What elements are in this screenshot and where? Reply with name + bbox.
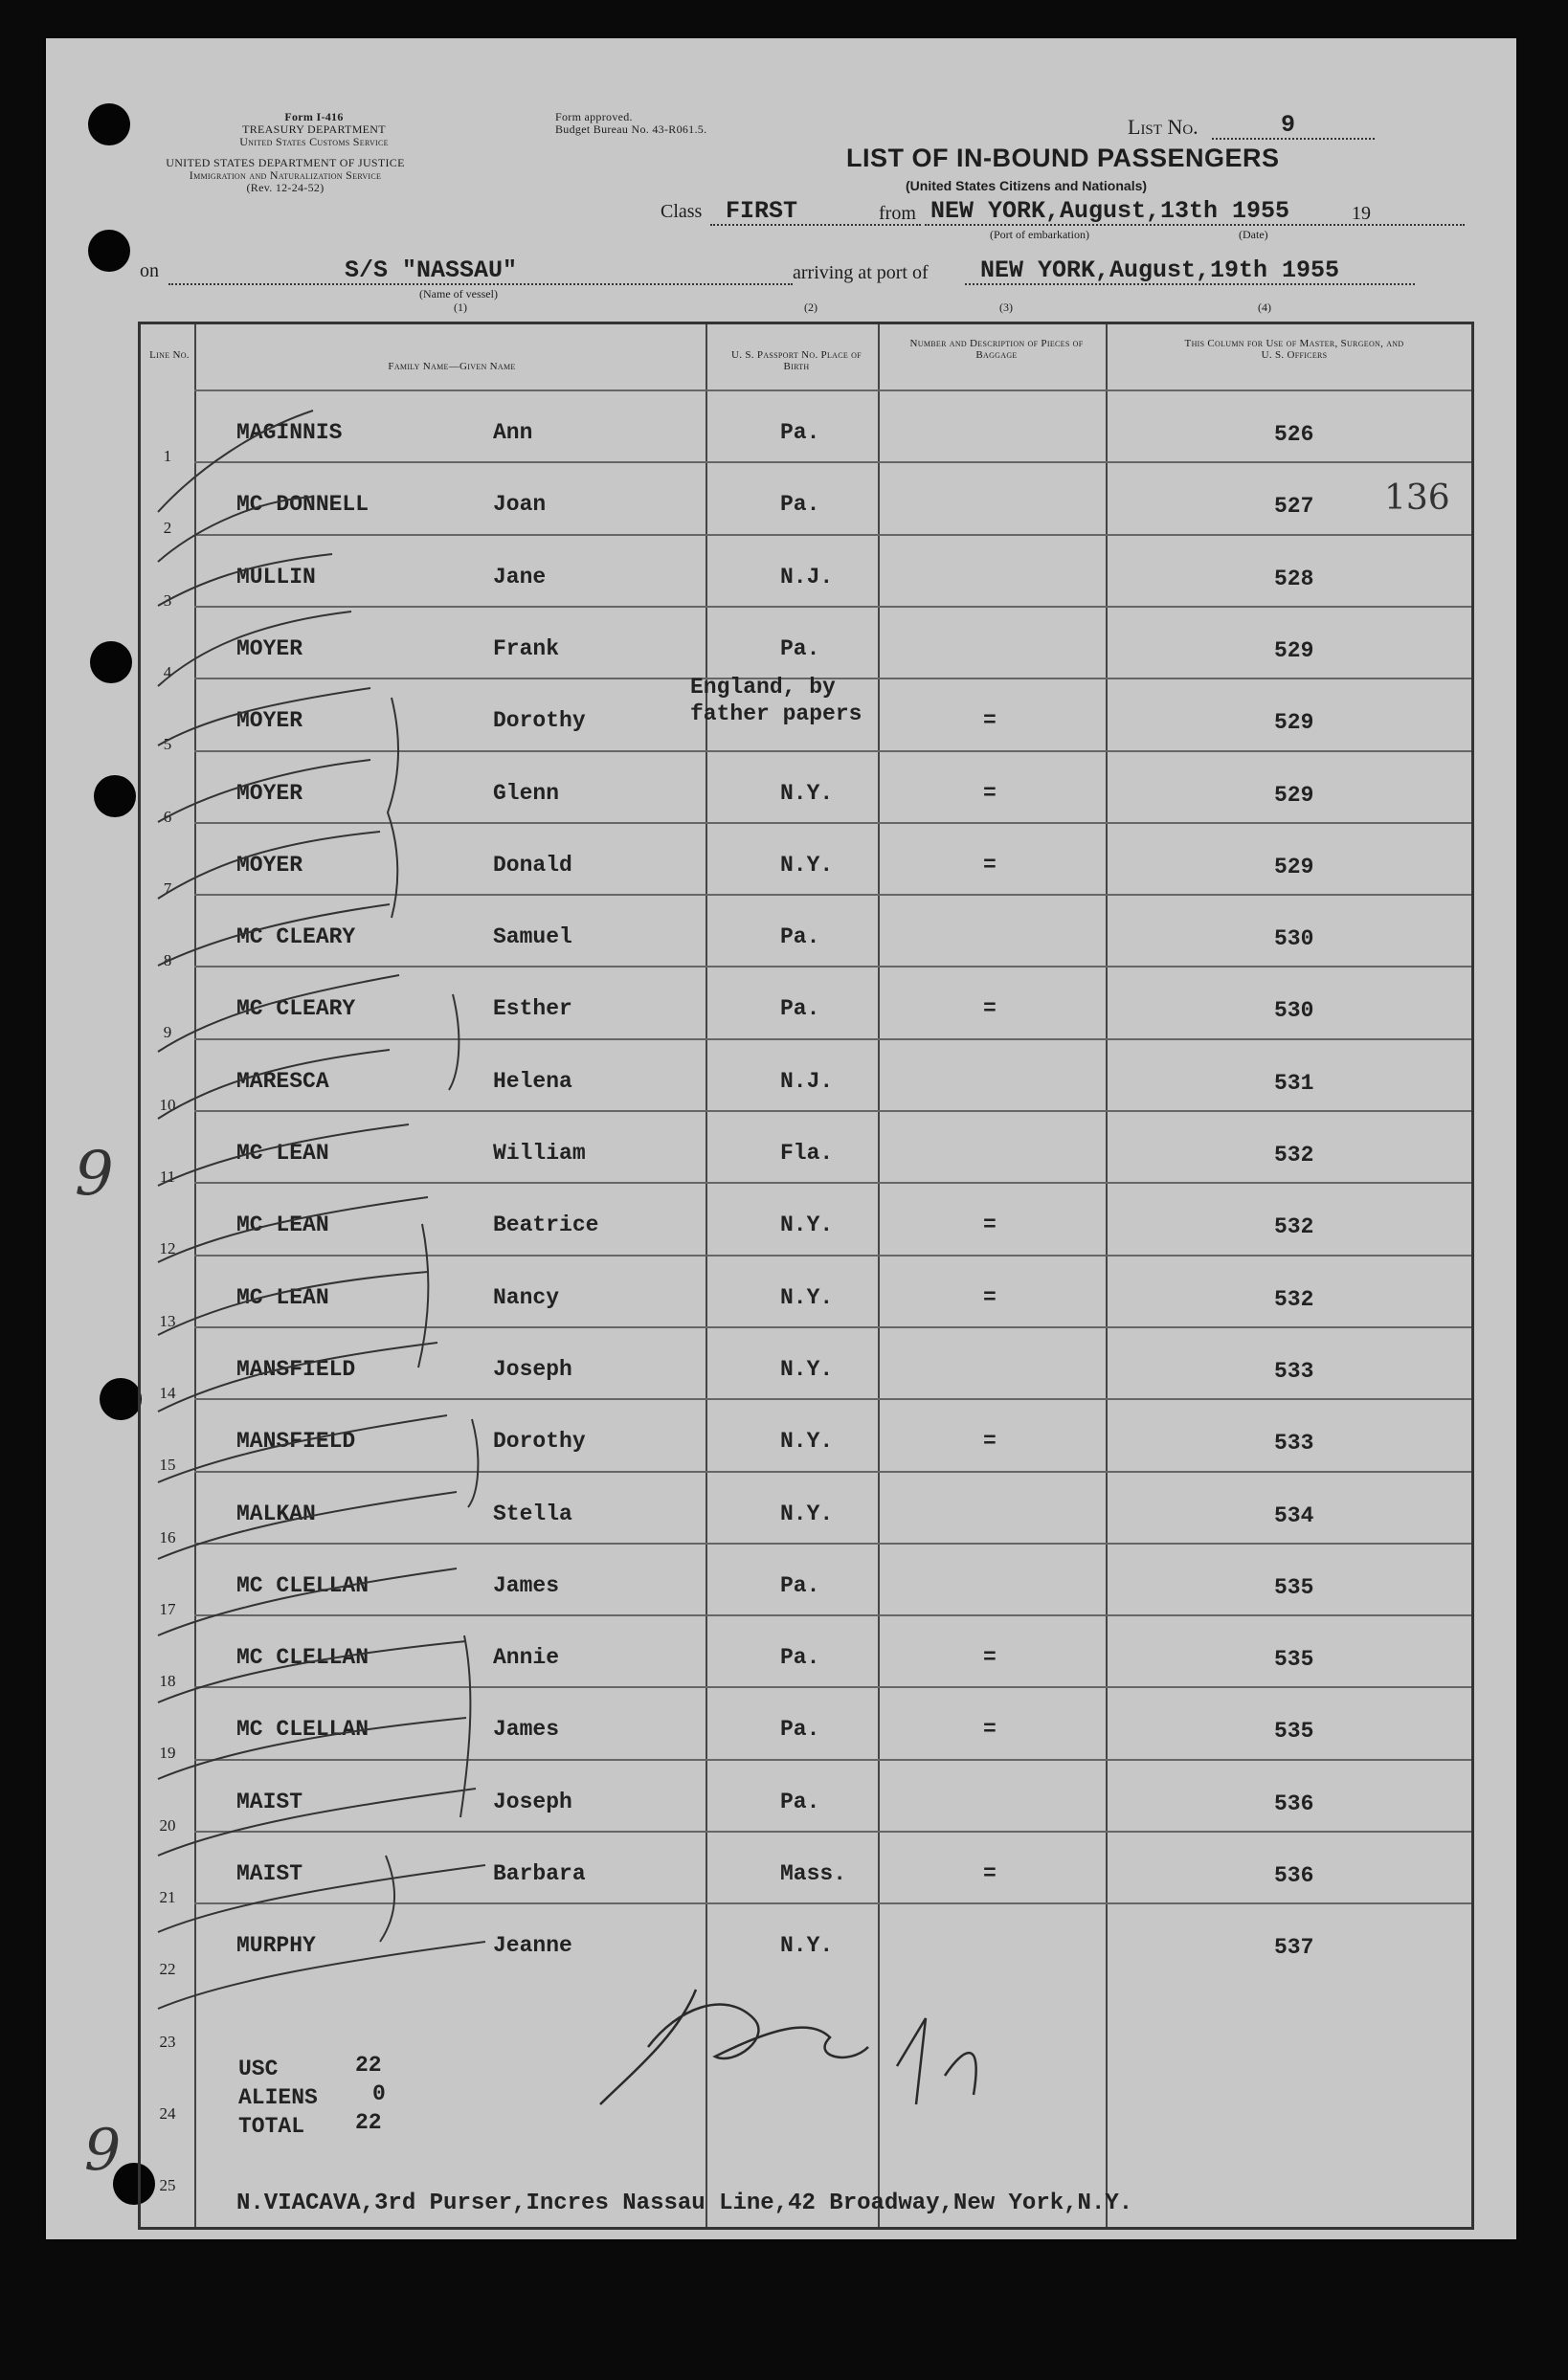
baggage: =	[983, 1429, 997, 1455]
given-name: Jane	[493, 564, 547, 589]
port-embark-caption: (Port of embarkation)	[990, 228, 1089, 241]
handwritten-marks	[141, 324, 1471, 2227]
ins-service: Immigration and Naturalization Service	[189, 168, 382, 182]
line-number: 17	[159, 1599, 176, 1618]
place-of-birth: Pa.	[780, 420, 820, 445]
family-name: MC CLEARY	[236, 996, 356, 1022]
place-of-birth: Pa.	[780, 635, 820, 661]
place-of-birth: Pa.	[780, 1789, 820, 1814]
given-name: Stella	[493, 1501, 572, 1526]
line-number: 13	[159, 1311, 176, 1330]
officer-number: 531	[1274, 1070, 1314, 1096]
place-of-birth: Pa.	[780, 492, 820, 518]
treasury-dept: TREASURY DEPARTMENT	[242, 122, 386, 136]
officer-number: 533	[1274, 1358, 1314, 1384]
family-brackets	[380, 698, 478, 1942]
from-label: from	[879, 203, 916, 224]
vessel-name: S/S "NASSAU"	[345, 256, 518, 284]
form-number: Form I-416	[284, 110, 344, 123]
officer-number: 529	[1274, 637, 1314, 663]
header-passport: U. S. Passport No. Place of Birth	[731, 349, 862, 372]
officer-number: 530	[1274, 998, 1314, 1024]
family-name: MURPHY	[236, 1933, 316, 1959]
margin-mark-nine: 9	[75, 1139, 114, 1210]
header-baggage: Number and Description of Pieces of Baggage	[909, 338, 1084, 361]
line-number: 20	[159, 1815, 176, 1835]
list-no-value: 9	[1281, 111, 1296, 139]
line-number: 18	[159, 1672, 176, 1691]
family-name: MARESCA	[236, 1068, 329, 1094]
family-name: MC LEAN	[236, 1141, 329, 1166]
given-name: Frank	[493, 635, 560, 661]
page-title: LIST OF IN-BOUND PASSENGERS	[846, 144, 1280, 172]
manifest-sheet	[46, 38, 1516, 2239]
officer-number: 536	[1274, 1863, 1314, 1888]
place-of-birth: N.Y.	[780, 1933, 834, 1959]
col3-caption: (3)	[999, 300, 1013, 314]
margin-mark-nine: 9	[84, 2117, 122, 2184]
purser-note: N.VIACAVA,3rd Purser,Incres Nassau Line,42 Broadway,New York,N.Y.	[236, 2191, 1133, 2216]
given-name: Annie	[493, 1645, 560, 1671]
place-of-birth: N.Y.	[780, 852, 834, 878]
officer-number: 528	[1274, 566, 1314, 591]
given-name: Samuel	[493, 924, 572, 950]
on-label: on	[140, 260, 159, 281]
family-name: MC CLELLAN	[236, 1717, 370, 1743]
place-of-birth: N.Y.	[780, 1429, 834, 1455]
from-value: NEW YORK,August,13th 1955	[930, 197, 1290, 225]
place-of-birth: N.J.	[780, 564, 834, 589]
binder-hole	[94, 775, 136, 817]
family-name: MC LEAN	[236, 1212, 329, 1238]
family-name: MC LEAN	[236, 1284, 329, 1310]
place-of-birth: Pa.	[780, 1572, 820, 1598]
baggage: =	[983, 1861, 997, 1886]
class-label: Class	[661, 201, 703, 222]
col1-caption: (1)	[454, 300, 467, 314]
family-name: MANSFIELD	[236, 1429, 356, 1455]
officer-number: 532	[1274, 1143, 1314, 1168]
usc-value: 22	[355, 2053, 382, 2078]
family-name: MANSFIELD	[236, 1356, 356, 1382]
check-mark	[158, 411, 313, 512]
baggage: =	[983, 852, 997, 878]
place-of-birth: N.J.	[780, 1068, 834, 1094]
officer-number: 526	[1274, 422, 1314, 447]
family-name: MALKAN	[236, 1501, 316, 1526]
form-revision: (Rev. 12-24-52)	[246, 181, 325, 194]
officer-number: 533	[1274, 1431, 1314, 1457]
given-name: Beatrice	[493, 1212, 599, 1238]
justice-dept: UNITED STATES DEPARTMENT OF JUSTICE	[166, 156, 405, 169]
baggage: =	[983, 708, 997, 734]
arrival-value: NEW YORK,August,19th 1955	[980, 256, 1340, 284]
officer-number: 529	[1274, 782, 1314, 808]
given-name: William	[493, 1141, 586, 1166]
date-caption: (Date)	[1239, 228, 1268, 241]
col2-caption: (2)	[804, 300, 818, 314]
line-number: 22	[159, 1960, 176, 1979]
header-name: Family Name—Given Name	[388, 361, 516, 372]
line-number: 9	[163, 1023, 172, 1042]
given-name: Dorothy	[493, 708, 586, 734]
officer-number: 532	[1274, 1286, 1314, 1312]
family-name: MAIST	[236, 1789, 303, 1814]
aliens-value: 0	[372, 2081, 386, 2106]
officer-number: 532	[1274, 1214, 1314, 1240]
family-name: MC CLELLAN	[236, 1572, 370, 1598]
arriving-label: arriving at port of	[793, 262, 929, 283]
given-name: Esther	[493, 996, 572, 1022]
header-officers: This Column for Use of Master, Surgeon, and U. S. Officers	[1184, 338, 1404, 361]
aliens-label: ALIENS	[238, 2085, 318, 2110]
given-name: Nancy	[493, 1284, 560, 1310]
line-number: 5	[163, 735, 172, 754]
given-name: Helena	[493, 1068, 572, 1094]
officer-number: 537	[1274, 1935, 1314, 1961]
check-marks	[158, 411, 485, 2009]
line-number: 7	[163, 879, 172, 898]
place-of-birth: England, by father papers	[690, 675, 862, 727]
given-name: Barbara	[493, 1861, 586, 1886]
total-label: TOTAL	[238, 2114, 305, 2139]
line-number: 8	[163, 951, 172, 970]
place-of-birth: Fla.	[780, 1141, 834, 1166]
given-name: James	[493, 1572, 560, 1598]
place-of-birth: N.Y.	[780, 1212, 834, 1238]
place-of-birth: Pa.	[780, 1717, 820, 1743]
given-name: James	[493, 1717, 560, 1743]
officer-number: 534	[1274, 1502, 1314, 1528]
given-name: Glenn	[493, 780, 560, 806]
line-number: 24	[159, 2103, 176, 2123]
baggage: =	[983, 1284, 997, 1310]
given-name: Joan	[493, 492, 547, 518]
line-number: 16	[159, 1527, 176, 1546]
officer-number: 535	[1274, 1574, 1314, 1600]
family-name: MOYER	[236, 708, 303, 734]
customs-service: United States Customs Service	[239, 135, 389, 148]
family-name: MOYER	[236, 635, 303, 661]
line-number: 1	[163, 447, 172, 465]
page-number-mark: 136	[1384, 478, 1450, 518]
place-of-birth: Mass.	[780, 1861, 847, 1886]
baggage: =	[983, 780, 997, 806]
line-number: 11	[159, 1168, 176, 1186]
officer-number: 527	[1274, 494, 1314, 520]
line-number: 23	[159, 2032, 176, 2051]
total-value: 22	[355, 2110, 382, 2135]
usc-label: USC	[238, 2057, 279, 2081]
baggage: =	[983, 1717, 997, 1743]
given-name: Joseph	[493, 1356, 572, 1382]
line-number: 6	[163, 807, 172, 826]
signature	[600, 1990, 976, 2104]
given-name: Ann	[493, 420, 533, 445]
line-number: 12	[159, 1239, 176, 1258]
line-number: 4	[163, 662, 172, 681]
baggage: =	[983, 1645, 997, 1671]
place-of-birth: N.Y.	[780, 1501, 834, 1526]
family-name: MAGINNIS	[236, 420, 343, 445]
passenger-table	[138, 322, 1474, 2230]
binder-hole	[90, 641, 132, 683]
line-number: 25	[159, 2176, 176, 2195]
family-name: MC CLELLAN	[236, 1645, 370, 1671]
officer-number: 530	[1274, 926, 1314, 952]
officer-number: 536	[1274, 1791, 1314, 1816]
line-number: 15	[159, 1456, 176, 1475]
family-name: MOYER	[236, 780, 303, 806]
binder-hole	[100, 1378, 142, 1420]
col4-caption: (4)	[1258, 300, 1271, 314]
officer-number: 529	[1274, 854, 1314, 879]
place-of-birth: Pa.	[780, 996, 820, 1022]
given-name: Dorothy	[493, 1429, 586, 1455]
binder-hole	[88, 230, 130, 272]
family-name: MULLIN	[236, 564, 316, 589]
line-number: 14	[159, 1383, 176, 1402]
given-name: Jeanne	[493, 1933, 572, 1959]
baggage: =	[983, 1212, 997, 1238]
given-name: Joseph	[493, 1789, 572, 1814]
line-number: 2	[163, 519, 172, 538]
line-number: 21	[159, 1888, 176, 1906]
vessel-caption: (Name of vessel)	[419, 287, 498, 300]
line-number: 10	[159, 1095, 176, 1114]
place-of-birth: Pa.	[780, 924, 820, 950]
page-subtitle: (United States Citizens and Nationals)	[906, 178, 1148, 193]
family-name: MC CLEARY	[236, 924, 356, 950]
family-name: MOYER	[236, 852, 303, 878]
place-of-birth: N.Y.	[780, 1284, 834, 1310]
place-of-birth: N.Y.	[780, 780, 834, 806]
form-approved: Form approved. Budget Bureau No. 43-R061.5.	[555, 110, 707, 136]
officer-number: 529	[1274, 710, 1314, 736]
place-of-birth: N.Y.	[780, 1356, 834, 1382]
line-number: 19	[159, 1744, 176, 1763]
place-of-birth: Pa.	[780, 1645, 820, 1671]
form-header-left	[123, 111, 505, 148]
family-name: MAIST	[236, 1861, 303, 1886]
officer-number: 535	[1274, 1719, 1314, 1745]
given-name: Donald	[493, 852, 572, 878]
list-no-label: List No.	[1128, 115, 1198, 139]
header-line-no: Line No.	[149, 349, 190, 361]
officer-number: 535	[1274, 1647, 1314, 1673]
form-header-justice	[84, 157, 486, 194]
baggage: =	[983, 996, 997, 1022]
class-value: FIRST	[726, 197, 798, 225]
year-suffix: 19	[1352, 203, 1371, 224]
line-number: 3	[163, 590, 172, 610]
family-name: MC DONNELL	[236, 492, 370, 518]
